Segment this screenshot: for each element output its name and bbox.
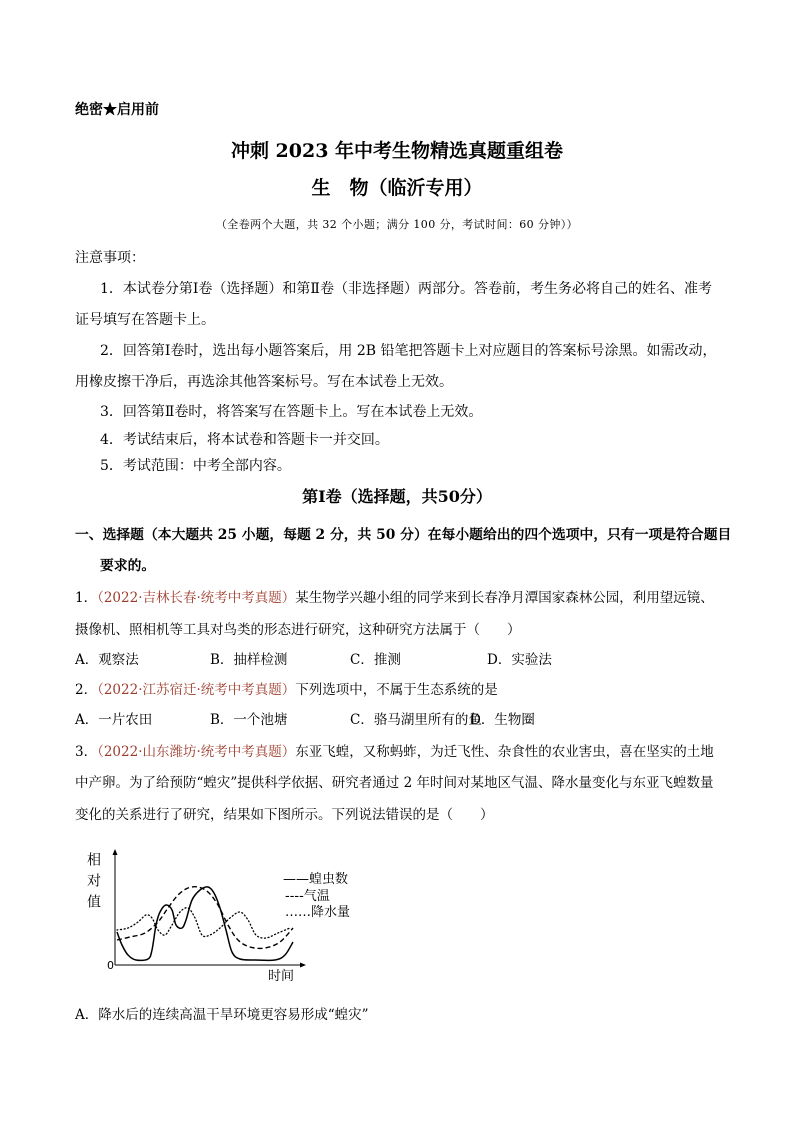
section-instruction: 要求的。	[100, 558, 156, 574]
legend-precipitation: ……降水量	[285, 905, 351, 920]
option-a: A．一片农田	[75, 712, 153, 728]
part-title: 第Ⅰ卷（选择题，共50分）	[302, 487, 492, 506]
question-1	[75, 589, 714, 607]
exam-title: 冲刺 2023 年中考生物精选真题重组卷	[230, 140, 564, 162]
note-line: 5．考试范围：中考全部内容。	[100, 458, 291, 474]
legend-temperature: ----气温	[285, 889, 330, 904]
question-3	[75, 743, 714, 761]
option-d: D．实验法	[487, 652, 552, 668]
y-axis-arrow	[113, 849, 118, 855]
option-c: C．推测	[350, 652, 401, 668]
question-number: 3．	[75, 744, 98, 760]
question-text: 变化的关系进行了研究，结果如下图所示。下列说法错误的是（ ）	[75, 807, 494, 823]
note-line: 1．本试卷分第Ⅰ卷（选择题）和第Ⅱ卷（非选择题）两部分。答卷前，考生务必将自己的姓名、准考	[100, 281, 712, 297]
figure-x-label: 时间	[268, 969, 295, 984]
question-source: （2022·江苏宿迁·统考中考真题）	[97, 682, 296, 698]
question-text: 中产卵。为了给预防“蝗灾”提供科学依据、研究者通过 2 年时间对某地区气温、降水量变化与东亚飞蝗数量	[75, 775, 714, 791]
option-a: A．观察法	[75, 652, 139, 668]
section-instruction: 一、选择题（本大题共 25 小题，每题 2 分，共 50 分）在每小题给出的四个选项中，只有一项是符合题目	[75, 527, 732, 543]
question-number: 2．	[75, 682, 98, 698]
note-line: 3．回答第Ⅱ卷时，将答案写在答题卡上。写在本试卷上无效。	[100, 404, 483, 420]
question-text: 摄像机、照相机等工具对鸟类的形态进行研究，这种研究方法属于（ ）	[75, 622, 521, 638]
note-line: 4．考试结束后，将本试卷和答题卡一并交回。	[100, 432, 389, 448]
question-source: （2022·吉林长春·统考中考真题）	[97, 590, 296, 606]
option-c: C．骆马湖里所有的鱼	[350, 712, 482, 728]
option-a: A．降水后的连续高温干旱环境更容易形成“蝗灾”	[75, 1007, 369, 1023]
option-d: D．生物圈	[470, 712, 535, 728]
x-axis-arrow	[300, 963, 306, 968]
confidential-mark: 绝密★启用前	[75, 102, 159, 118]
question-text: 某生物学兴趣小组的同学来到长春净月潭国家森林公园，利用望远镜、	[295, 590, 714, 606]
figure-y-label: 相对值	[85, 852, 101, 915]
note-line: 证号填写在答题卡上。	[75, 312, 215, 328]
option-b: B．抽样检测	[210, 652, 288, 668]
exam-info: （全卷两个大题，共 32 个小题；满分 100 分，考试时间：60 分钟））	[215, 218, 579, 231]
legend-locust-count: ——蝗虫数	[283, 872, 349, 887]
question-text: 东亚飞蝗，又称蚂蚱，为迁飞性、杂食性的农业害虫，喜在坚实的土地	[295, 744, 714, 760]
question-source: （2022·山东潍坊·统考中考真题）	[97, 744, 296, 760]
series-locust-count	[117, 887, 293, 961]
exam-subtitle: 生 物（临沂专用）	[311, 177, 483, 199]
option-b: B．一个池塘	[210, 712, 288, 728]
question-number: 1．	[75, 590, 98, 606]
note-line: 用橡皮擦干净后，再选涂其他答案标号。写在本试卷上无效。	[75, 374, 453, 390]
question-2	[75, 681, 498, 699]
question-text: 下列选项中，不属于生态系统的是	[295, 682, 498, 698]
note-line: 2．回答第Ⅰ卷时，选出每小题答案后，用 2B 铅笔把答题卡上对应题目的答案标号涂黑。如需改动，	[100, 343, 717, 359]
figure-origin-label: 0	[107, 959, 114, 972]
notes-heading: 注意事项：	[75, 250, 145, 266]
